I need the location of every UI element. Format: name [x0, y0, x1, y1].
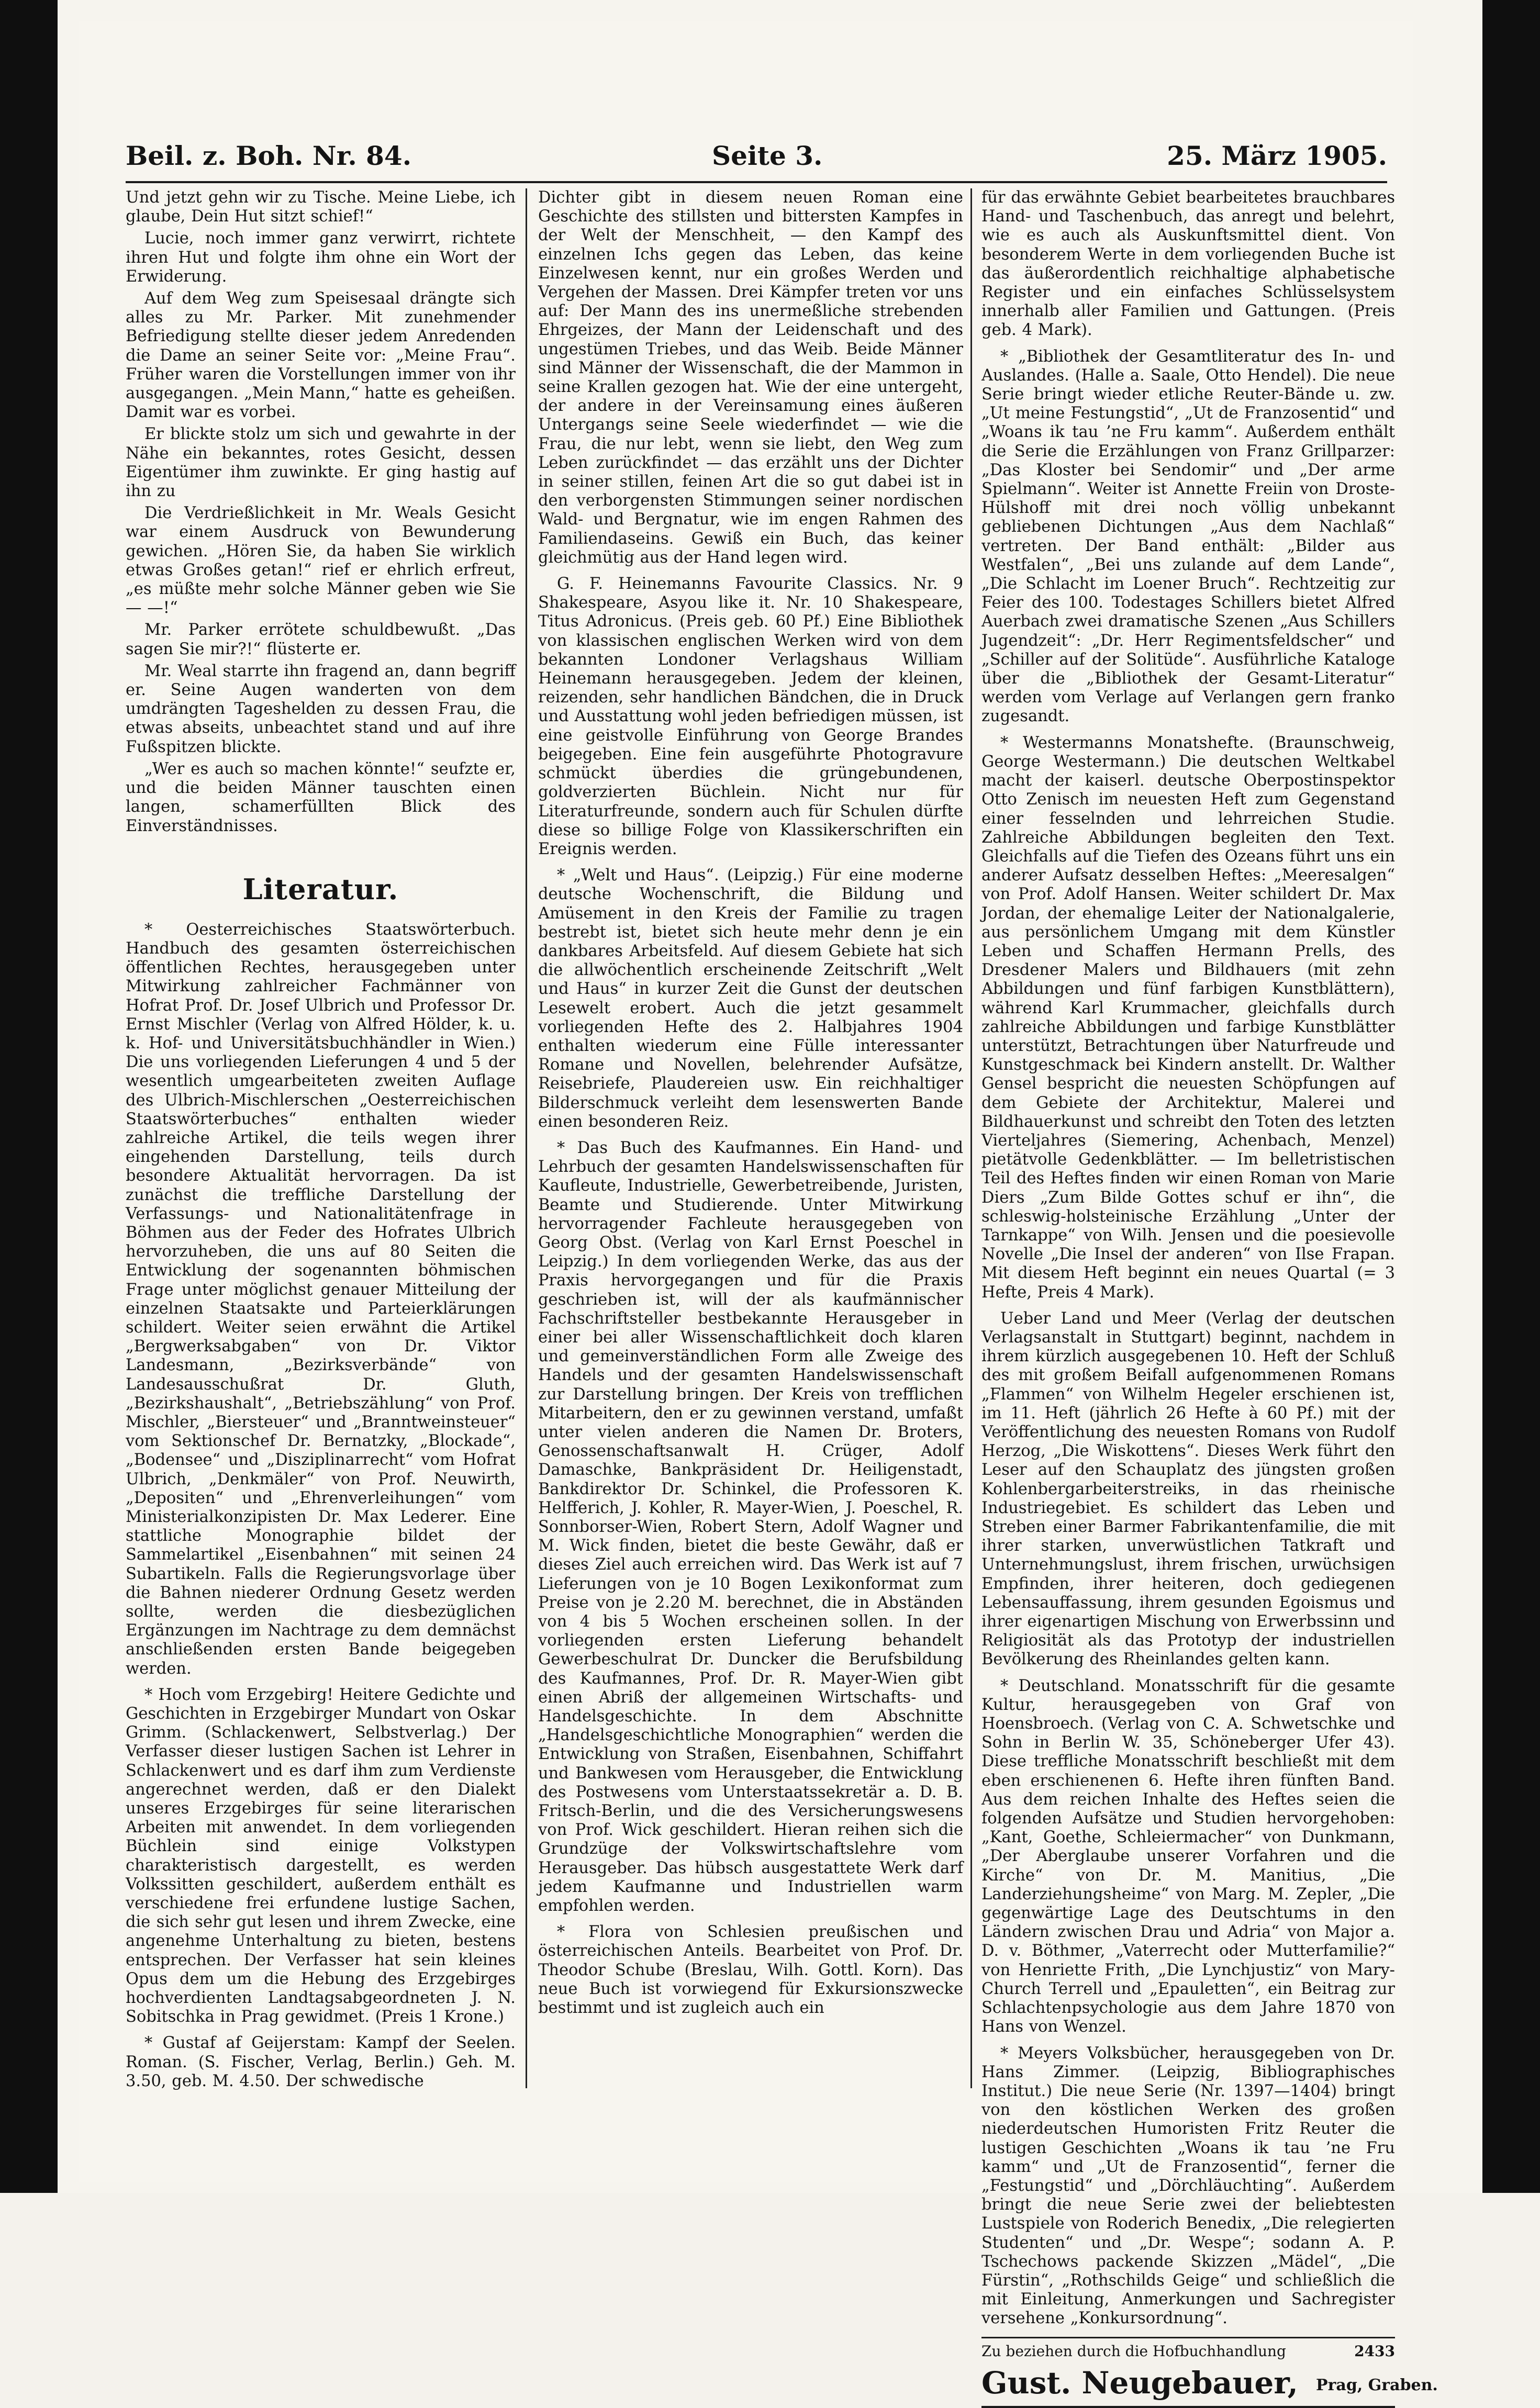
advertisement-underline	[981, 2406, 1395, 2408]
advertisement	[981, 2342, 1438, 2408]
review-paragraph: Dichter gibt in diesem neuen Roman eine Geschichte des stillsten und bittersten Kampfes in der Welt der Menschheit, — den Kampf des einzelnen Ichs gegen das Leben, das keine Einzelwesen kennt, nur ein großes Werden und Vergehen der Massen. Drei Kämpfer treten vor uns auf: Der Mann des ins unermeßliche strebenden Ehrgeizes, der Mann der Leidenschaft und des ungestümen Triebes, und das Weib. Beide Männer sind Männer der Wissenschaft, die der Mammon in seine Krallen gezogen hat. Wie der eine untergeht, der andere in der Vereinsamung eines äußeren Untergangs seine Seele wiederfindet — wie die Frau, die nur lebt, wenn sie liebt, den Weg zum Leben zurückfindet — das erzählt uns der Dichter in seiner stillen, feinen Art die so gut dabei ist in den verborgensten Stimmungen seiner nordischen Wald- und Bergnatur, wie im engen Rahmen des Familiendaseins. Gewiß ein Buch, das keiner gleichmütig aus der Hand legen wird.	[538, 188, 963, 567]
advertisement-number: 2433	[1354, 2342, 1395, 2360]
review-paragraph: * Hoch vom Erzgebirg! Heitere Gedichte und Geschichten in Erzgebirger Mundart von Oskar Grimm. (Schlackenwert, Selbstverlag.) Der Verfasser dieser lustigen Sachen ist Lehrer in Schlackenwert und es darf ihm zum Verdienste angerechnet werden, daß er den Dialekt unseres Erzgebirges für seine literarischen Arbeiten mit anwendet. In dem vorliegenden Büchlein sind einige Volkstypen charakteristisch dargestellt, es werden Volkssitten geschildert, außerdem enthält es verschiedene frei erfundene lustige Sachen, die sich sehr gut lesen und ihrem Zwecke, eine angenehme Unterhaltung zu bieten, bestens entsprechen. Der Verfasser hat sein kleines Opus dem um die Hebung des Erzgebirges hochverdienten Landtagsabgeordneten J. N. Sobitschka in Prag gewidmet. (Preis 1 Krone.)	[126, 1685, 516, 2026]
story-paragraph: Die Verdrießlichkeit in Mr. Weals Gesicht war einem Ausdruck von Bewunderung gewichen. „Hören Sie, da haben Sie wirklich etwas Großes getan!“ rief er ehrlich erfreut, „es müßte mehr solche Männer geben wie Sie — —!“	[126, 504, 516, 618]
scan-border-right	[1482, 0, 1540, 2193]
column-2	[538, 188, 963, 2099]
header-rule	[126, 181, 1387, 183]
review-paragraph: Ueber Land und Meer (Verlag der deutschen Verlagsanstalt in Stuttgart) beginnt, nachdem in ihrem kürzlich ausgegebenen 10. Heft der Schluß des mit großem Beifall aufgenommenen Romans „Flammen“ von Wilhelm Hegeler erschienen ist, im 11. Heft (jährlich 26 Hefte à 60 Pf.) mit der Veröffentlichung des neuesten Romans von Rudolf Herzog, „Die Wiskottens“. Dieses Werk führt den Leser auf den Schauplatz des jüngsten großen Kohlenbergarbeiterstreiks, in das rheinische Industriegebiet. Es schildert das Leben und Streben einer Barmer Fabrikantenfamilie, die mit ihrer starken, unverwüstlichen Tatkraft und Unternehmungslust, ihrem frischen, urwüchsigen Empfinden, ihrer heiteren, doch gediegenen Lebensauffassung, ihrem gesunden Egoismus und ihrer eigenartigen Mischung von Erwerbssinn und Religiosität als das Prototyp der industriellen Bevölkerung des Rheinlandes gelten kann.	[981, 1309, 1395, 1669]
advertisement-main	[981, 2365, 1438, 2403]
column-separator	[526, 188, 527, 2088]
advertisement-name: Gust. Neugebauer,	[981, 2365, 1298, 2401]
review-paragraph: * Flora von Schlesien preußischen und österreichischen Anteils. Bearbeitet von Prof. Dr. Theodor Schube (Breslau, Wilh. Gottl. Korn). Das neue Buch ist vorwiegend für Exkursionszwecke bestimmt und ist zugleich auch ein	[538, 1923, 963, 2018]
story-paragraph: Er blickte stolz um sich und gewahrte in der Nähe ein bekanntes, rotes Gesicht, dessen Eigentümer ihm zuwinkte. Er ging hastig auf ihn zu	[126, 425, 516, 501]
review-paragraph: * Oesterreichisches Staatswörterbuch. Handbuch des gesamten österreichischen öffentlichen Rechtes, herausgegeben unter Mitwirkung zahlreicher Fachmänner von Hofrat Prof. Dr. Josef Ulbrich und Professor Dr. Ernst Mischler (Verlag von Alfred Hölder, k. u. k. Hof- und Universitätsbuchhändler in Wien.) Die uns vorliegenden Lieferungen 4 und 5 der wesentlich umgearbeiteten zweiten Auflage des Ulbrich-Mischlerschen „Oesterreichischen Staatswörterbuches“ enthalten wieder zahlreiche Artikel, die teils wegen ihrer eingehenden Darstellung, teils durch besondere Aktualität hervorragen. Da ist zunächst die treffliche Darstellung der Verfassungs- und Nationalitätenfrage in Böhmen aus der Feder des Hofrates Ulbrich hervorzuheben, die uns auf 80 Seiten die Entwicklung der sogenannten böhmischen Frage unter möglichst genauer Mitteilung der einzelnen Staatsakte und Parteierklärungen schildert. Weiter seien erwähnt die Artikel „Bergwerksabgaben“ von Dr. Viktor Landesmann, „Bezirksverbände“ von Landesausschußrat Dr. Gluth, „Bezirkshaushalt“, „Betriebszählung“ von Prof. Mischler, „Biersteuer“ und „Branntweinsteuer“ vom Sektionschef Dr. Bernatzky, „Blockade“, „Bodensee“ und „Disziplinarrecht“ vom Hofrat Ulbrich, „Denkmäler“ von Prof. Neuwirth, „Depositen“ und „Ehrenverleihungen“ vom Ministerialkonzipisten Dr. Max Lederer. Eine stattliche Monographie bildet der Sammelartikel „Eisenbahnen“ mit seinen 24 Subartikeln. Falls die Regierungsvorlage über die Bahnen niederer Ordnung Gesetz werden sollte, werden die diesbezüglichen Ergänzungen im Nachtrage zu dem demnächst anschließenden ersten Bande beigegeben werden.	[126, 920, 516, 1678]
review-paragraph: * „Welt und Haus“. (Leipzig.) Für eine moderne deutsche Wochenschrift, die Bildung und Amüsement in den Kreis der Familie zu tragen bestrebt ist, bietet sich heute mehr denn je ein dankbares Arbeitsfeld. Auf diesem Gebiete hat sich die allwöchentlich erscheinende Zeitschrift „Welt und Haus“ in kurzer Zeit die Gunst der deutschen Lesewelt erobert. Auch die jetzt gesammelt vorliegenden Hefte des 2. Halbjahres 1904 enthalten wiederum eine Fülle interessanter Romane und Novellen, belehrender Aufsätze, Reisebriefe, Plaudereien usw. Ein reichhaltiger Bilderschmuck verleiht dem lesenswerten Bande einen besonderen Reiz.	[538, 866, 963, 1131]
review-paragraph: * „Bibliothek der Gesamtliteratur des In- und Auslandes. (Halle a. Saale, Otto Hendel). Die neue Serie bringt wieder etliche Reuter-Bände u. zw. „Ut meine Festungstid“, „Ut de Franzosentid“ und „Woans ik tau ’ne Fru kamm“. Außerdem enthält die Serie die Erzählungen von Franz Grillparzer: „Das Kloster bei Sendomir“ und „Der arme Spielmann“. Weiter ist Annette Freiin von Droste-Hülshoff mit drei noch völlig unbekannt gebliebenen Dichtungen „Aus dem Nachlaß“ vertreten. Der Band enthält: „Bilder aus Westfalen“, „Bei uns zulande auf dem Lande“, „Die Schlacht im Loener Bruch“. Rechtzeitig zur Feier des 100. Todestages Schillers bietet Alfred Auerbach zwei dramatische Szenen „Aus Schillers Jugendzeit“: „Dr. Herr Regimentsfeldscher“ und „Schiller auf der Solitüde“. Ausführliche Kataloge über die „Bibliothek der Gesamt-Literatur“ werden vom Verlage auf Verlangen gern franko zugesandt.	[981, 347, 1395, 726]
review-paragraph: * Meyers Volksbücher, herausgegeben von Dr. Hans Zimmer. (Leipzig, Bibliographisches Institut.) Die neue Serie (Nr. 1397—1404) bringt von den köstlichen Werken des großen niederdeutschen Humoristen Fritz Reuter die lustigen Geschichten „Woans ik tau ’ne Fru kamm“ und „Ut de Franzosentid“, ferner die „Festungstid“ und „Dörchläuchting“. Außerdem bringt die neue Serie zwei der beliebtesten Lustspiele von Roderich Benedix, „Die relegierten Studenten“ und „Dr. Wespe“; sodann A. P. Tschechows packende Skizzen „Mädel“, „Die Fürstin“, „Rothschilds Geige“ und schließlich die mit Einleitung, Anmerkungen und Sachregister versehene „Konkursordnung“.	[981, 2044, 1395, 2328]
column-separator	[970, 188, 972, 2088]
advertisement-address: Prag, Graben.	[1316, 2376, 1438, 2394]
advertisement-note-text: Zu beziehen durch die Hofbuchhandlung	[981, 2342, 1286, 2360]
section-title-literatur: Literatur.	[242, 872, 399, 906]
advertisement-rule	[981, 2337, 1395, 2338]
story-paragraph: Und jetzt gehn wir zu Tische. Meine Liebe, ich glaube, Dein Hut sitzt schief!“	[126, 188, 516, 226]
review-paragraph: * Gustaf af Geijerstam: Kampf der Seelen. Roman. (S. Fischer, Verlag, Berlin.) Geh. M. 3.50, geb. M. 4.50. Der schwedische	[126, 2034, 516, 2090]
review-paragraph: * Westermanns Monatshefte. (Braunschweig, George Westermann.) Die deutschen Weltkabel macht der kaiserl. deutsche Oberpostinspektor Otto Zenisch im neuesten Heft zum Gegenstand einer fesselnden und lehrreichen Studie. Zahlreiche Abbildungen begleiten den Text. Gleichfalls auf die Tiefen des Ozeans führt uns ein anderer Aufsatz desselben Heftes: „Meeresalgen“ von Prof. Adolf Hansen. Weiter schildert Dr. Max Jordan, der ehemalige Leiter der Nationalgalerie, aus persönlichem Umgang mit dem Künstler Leben und Schaffen Hermann Prells, des Dresdener Malers und Bildhauers (mit zehn Abbildungen und fünf farbigen Kunstblättern), während Karl Krummacher, gleichfalls durch zahlreiche Abbildungen und farbige Kunstblätter unterstützt, Betrachtungen über Naturfreude und Kunstgeschmack bei Kindern anstellt. Dr. Walther Gensel bespricht die neuesten Schöpfungen auf dem Gebiete der Architektur, Malerei und Bildhauerkunst und schreibt den Toten des letzten Vierteljahres (Siemering, Achenbach, Menzel) pietätvolle Gedenkblätter. — Im belletristischen Teil des Heftes finden wir einen Roman von Marie Diers „Zum Bilde Gottes schuf er ihn“, die schleswig-holsteinische Erzählung „Unter der Tarnkappe“ von Wilh. Jensen und die poesievolle Novelle „Die Insel der anderen“ von Ilse Frapan. Mit diesem Heft beginnt ein neues Quartal (= 3 Hefte, Preis 4 Mark).	[981, 733, 1395, 1302]
story-paragraph: Mr. Parker errötete schuldbewußt. „Das sagen Sie mir?!“ flüsterte er.	[126, 621, 516, 658]
review-paragraph: G. F. Heinemanns Favourite Classics. Nr. 9 Shakespeare, Asyou like it. Nr. 10 Shakespeare, Titus Adronicus. (Preis geb. 60 Pf.) Eine Bibliothek von klassischen englischen Werken wird von dem bekannten Londoner Verlagshaus William Heinemann herausgegeben. Jedem der kleinen, reizenden, sehr handlichen Bändchen, die in Druck und Ausstattung wohl jeden befriedigen müssen, ist eine geistvolle Einführung von George Brandes beigegeben. Eine fein ausgeführte Photogravure schmückt überdies die grüngebundenen, goldverzierten Büchlein. Nicht nur für Literaturfreunde, sondern auch für Schulen dürfte diese so billige Folge von Klassikerschriften ein Ereignis werden.	[538, 575, 963, 858]
column-3	[981, 188, 1438, 2401]
story-paragraph: Lucie, noch immer ganz verwirrt, richtete ihren Hut und folgte ihm ohne ein Wort der Erwiderung.	[126, 229, 516, 286]
advertisement-note	[981, 2343, 1395, 2360]
review-paragraph: * Das Buch des Kaufmannes. Ein Hand- und Lehrbuch der gesamten Handelswissenschaften für Kaufleute, Industrielle, Gewerbetreibende, Juristen, Beamte und Studierende. Unter Mitwirkung hervorragender Fachleute herausgegeben von Georg Obst. (Verlag von Karl Ernst Poeschel in Leipzig.) In dem vorliegenden Werke, das aus der Praxis hervorgegangen und für die Praxis geschrieben ist, will der als kaufmännischer Fachschriftsteller bestbekannte Herausgeber in einer bei aller Wissenschaftlichkeit doch klaren und gemeinverständlichen Form alle Zweige des Handels und der gesamten Handelswissenschaft zur Darstellung bringen. Der Kreis von trefflichen Mitarbeitern, den er zu gewinnen verstand, umfaßt unter vielen anderen die Namen Dr. Broters, Genossenschaftsanwalt H. Crüger, Adolf Damaschke, Bankpräsident Dr. Heiligenstadt, Bankdirektor Dr. Schinkel, die Professoren K. Helfferich, J. Kohler, R. Mayer-Wien, J. Poeschel, R. Sonnborser-Wien, Robert Stern, Adolf Wagner und M. Wick finden, bietet die beste Gewähr, daß er dieses Ziel auch erreichen wird. Das Werk ist auf 7 Lieferungen von je 10 Bogen Lexikonformat zum Preise von je 2.20 M. berechnet, die in Abständen von 4 bis 5 Wochen erscheinen sollen. In der vorliegenden ersten Lieferung behandelt Gewerbeschulrat Dr. Duncker die Berufsbildung des Kaufmannes, Prof. Dr. R. Mayer-Wien gibt einen Abriß der allgemeinen Wirtschafts- und Handelsgeschichte. In dem Abschnitte „Handelsgeschichtliche Monographien“ werden die Entwicklung von Straßen, Eisenbahnen, Schiffahrt und Bankwesen vom Herausgeber, die Entwicklung des Postwesens vom Unterstaatssekretär a. D. B. Fritsch-Berlin, und die des Versicherungswesens von Prof. Wick geschildert. Hieran reihen sich die Grundzüge der Volkswirtschaftslehre vom Herausgeber. Das hübsch ausgestattete Werk darf jedem Kaufmanne und Industriellen warm empfohlen werden.	[538, 1138, 963, 1916]
review-paragraph: für das erwähnte Gebiet bearbeitetes brauchbares Hand- und Taschenbuch, das anregt und belehrt, wie es auch als Auskunftsmittel dient. Von besonderem Werte in dem vorliegenden Buche ist das äußerordentlich reichhaltige alphabetische Register und ein einfaches Schlüsselsystem innerhalb aller Familien und Gattungen. (Preis geb. 4 Mark).	[981, 188, 1395, 340]
page-header	[126, 140, 1387, 182]
review-paragraph: * Deutschland. Monatsschrift für die gesamte Kultur, herausgegeben von Graf von Hoensbroech. (Verlag von C. A. Schwetschke und Sohn in Berlin W. 35, Schöneberger Ufer 43). Diese treffliche Monatsschrift beschließt mit dem eben erschienenen 6. Hefte ihren fünften Band. Aus dem reichen Inhalte des Heftes seien die folgenden Aufsätze und Studien hervorgehoben: „Kant, Goethe, Schleiermacher“ von Dunkmann, „Der Aberglaube unserer Vorfahren und die Kirche“ von Dr. M. Manitius, „Die Landerziehungsheime“ von Marg. M. Zepler, „Die gegenwärtige Lage des Deutschtums in den Ländern zwischen Drau und Adria“ von Major a. D. v. Böthmer, „Vaterrecht oder Mutterfamilie?“ von Henriette Frith, „Die Lynchjustiz“ von Mary-Church Terrell und „Epauletten“, ein Beitrag zur Schlachtenpsychologie aus dem Jahre 1870 von Hans von Wenzel.	[981, 1676, 1395, 2036]
header-issue: Beil. z. Boh. Nr. 84.	[126, 140, 412, 171]
header-date: 25. März 1905.	[1167, 140, 1387, 171]
scan-border-left	[0, 0, 58, 2193]
header-page-number: Seite 3.	[712, 140, 823, 171]
story-paragraph: Auf dem Weg zum Speisesaal drängte sich alles zu Mr. Parker. Mit zunehmender Befriedigung stellte dieser jedem Anredenden die Dame an seiner Seite vor: „Meine Frau“. Früher waren die Vorstellungen immer von ihr ausgegangen. „Mein Mann,“ hatte es geheißen. Damit war es vorbei.	[126, 289, 516, 422]
story-paragraph: Mr. Weal starrte ihn fragend an, dann begriff er. Seine Augen wanderten von dem umdrängten Tageshelden zu dessen Frau, die etwas abseits, unbeachtet stand und auf ihre Fußspitzen blickte.	[126, 662, 516, 756]
column-1	[126, 188, 516, 2093]
story-paragraph: „Wer es auch so machen könnte!“ seufzte er, und die beiden Männer tauschten einen langen, schamerfüllten Blick des Einverständnisses.	[126, 759, 516, 835]
